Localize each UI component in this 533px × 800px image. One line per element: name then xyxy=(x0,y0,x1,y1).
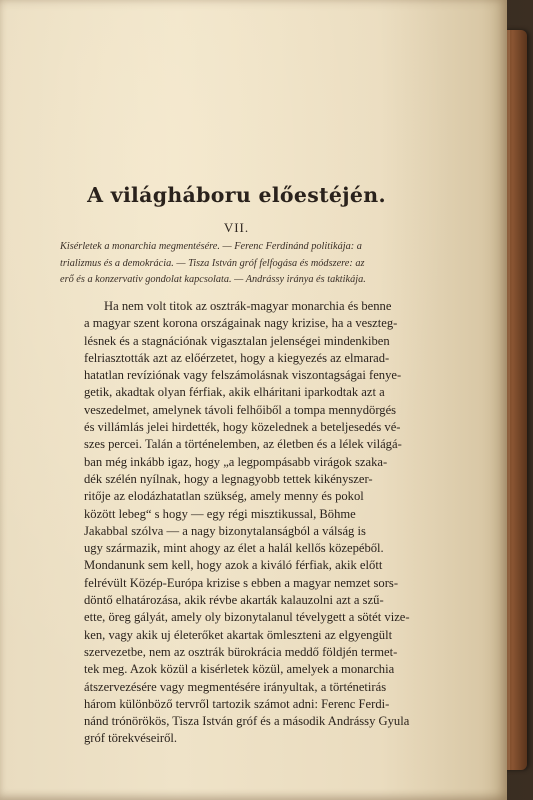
body-line: felriasztották azt az előérzetet, hogy a kiegyezés az elmarad- xyxy=(84,350,390,365)
body-line: között lebeg“ s hogy — egy régi misztikussal, Böhme xyxy=(84,506,356,521)
body-line: a magyar szent korona országainak nagy krizise, ha a veszteg- xyxy=(84,316,398,331)
summary-line: Kisérletek a monarchia megmentésére. — Ferenc Ferdinánd politikája: a xyxy=(60,241,362,252)
body-line: ban még inkább igaz, hogy „a legpompásabb virágok szaka- xyxy=(84,454,388,469)
body-line: nánd trónörökös, Tisza István gróf és a második Andrássy Gyula xyxy=(84,714,410,729)
body-line: ken, vagy akik uj életerőket akartak ömleszteni az elgyengült xyxy=(84,627,393,642)
body-line: Jakabbal szólva — a nagy bizonytalanságból a válság is xyxy=(84,523,366,538)
body-line: Ha nem volt titok az osztrák-magyar monarchia és benne xyxy=(104,299,392,313)
summary-line: erő és a konzervativ gondolat kapcsolata. — Andrássy iránya és taktikája. xyxy=(60,274,366,286)
body-line: ugy származik, mint ahogy az élet a halál kellős közepéből. xyxy=(84,541,384,556)
body-line: szervezetbe, nem az osztrák bürokrácia meddő földjén termet- xyxy=(84,644,398,659)
body-line: és villámlás jelei hirdették, hogy közelednek a beteljesedés vé- xyxy=(84,420,401,435)
body-line: hatatlan revíziónak vagy felszámolásnak viszontagságai fenye- xyxy=(84,368,402,383)
chapter-summary xyxy=(60,239,471,289)
body-line: ette, öreg gályát, amely oly bizonytalanul tévelygett a sötét vize- xyxy=(84,610,410,625)
body-line: ritője az elodázhatatlan szükség, amely menny és pokol xyxy=(84,489,364,504)
body-line: átszervezésére vagy megmentésére irányultak, a történetirás xyxy=(84,679,387,694)
body-line: szes percei. Talán a történelemben, az életben és a lélek világá- xyxy=(84,437,402,452)
body-line: gróf törekvéseiről. xyxy=(84,731,178,746)
body-line: felrévült Közép-Európa krizise s ebben a magyar nemzet sors- xyxy=(84,575,399,590)
body-paragraph xyxy=(84,298,472,748)
chapter-title: A világháboru előestéjén. xyxy=(87,183,386,207)
body-line: Mondanunk sem kell, hogy azok a kiváló férfiak, akik előtt xyxy=(84,558,383,573)
chapter-number: VII. xyxy=(223,220,250,235)
summary-line: trializmus és a demokrácia. — Tisza István gróf felfogása és módszere: az xyxy=(60,257,365,269)
body-line: dék szélén nyílnak, hogy a legnagyobb tettek kikényszer- xyxy=(84,471,373,486)
body-line: getik, akadtak olyan férfiak, akik elháritani iparkodtak azt a xyxy=(84,385,385,400)
body-line: veszedelmet, amelynek távoli felhőiből a tompa mennydörgés xyxy=(84,402,397,417)
body-line: tek meg. Azok közül a kisérletek közül, amelyek a monarchia xyxy=(84,662,395,677)
body-line: döntő elhatározása, akik révbe akarták kalauzolni azt a szű- xyxy=(84,593,384,608)
body-line: lésnek és a stagnációnak vigasztalan jelenségei mindenkiben xyxy=(84,333,390,348)
body-line: három különböző tervről tartozik számot adni: Ferenc Ferdi- xyxy=(84,696,390,711)
